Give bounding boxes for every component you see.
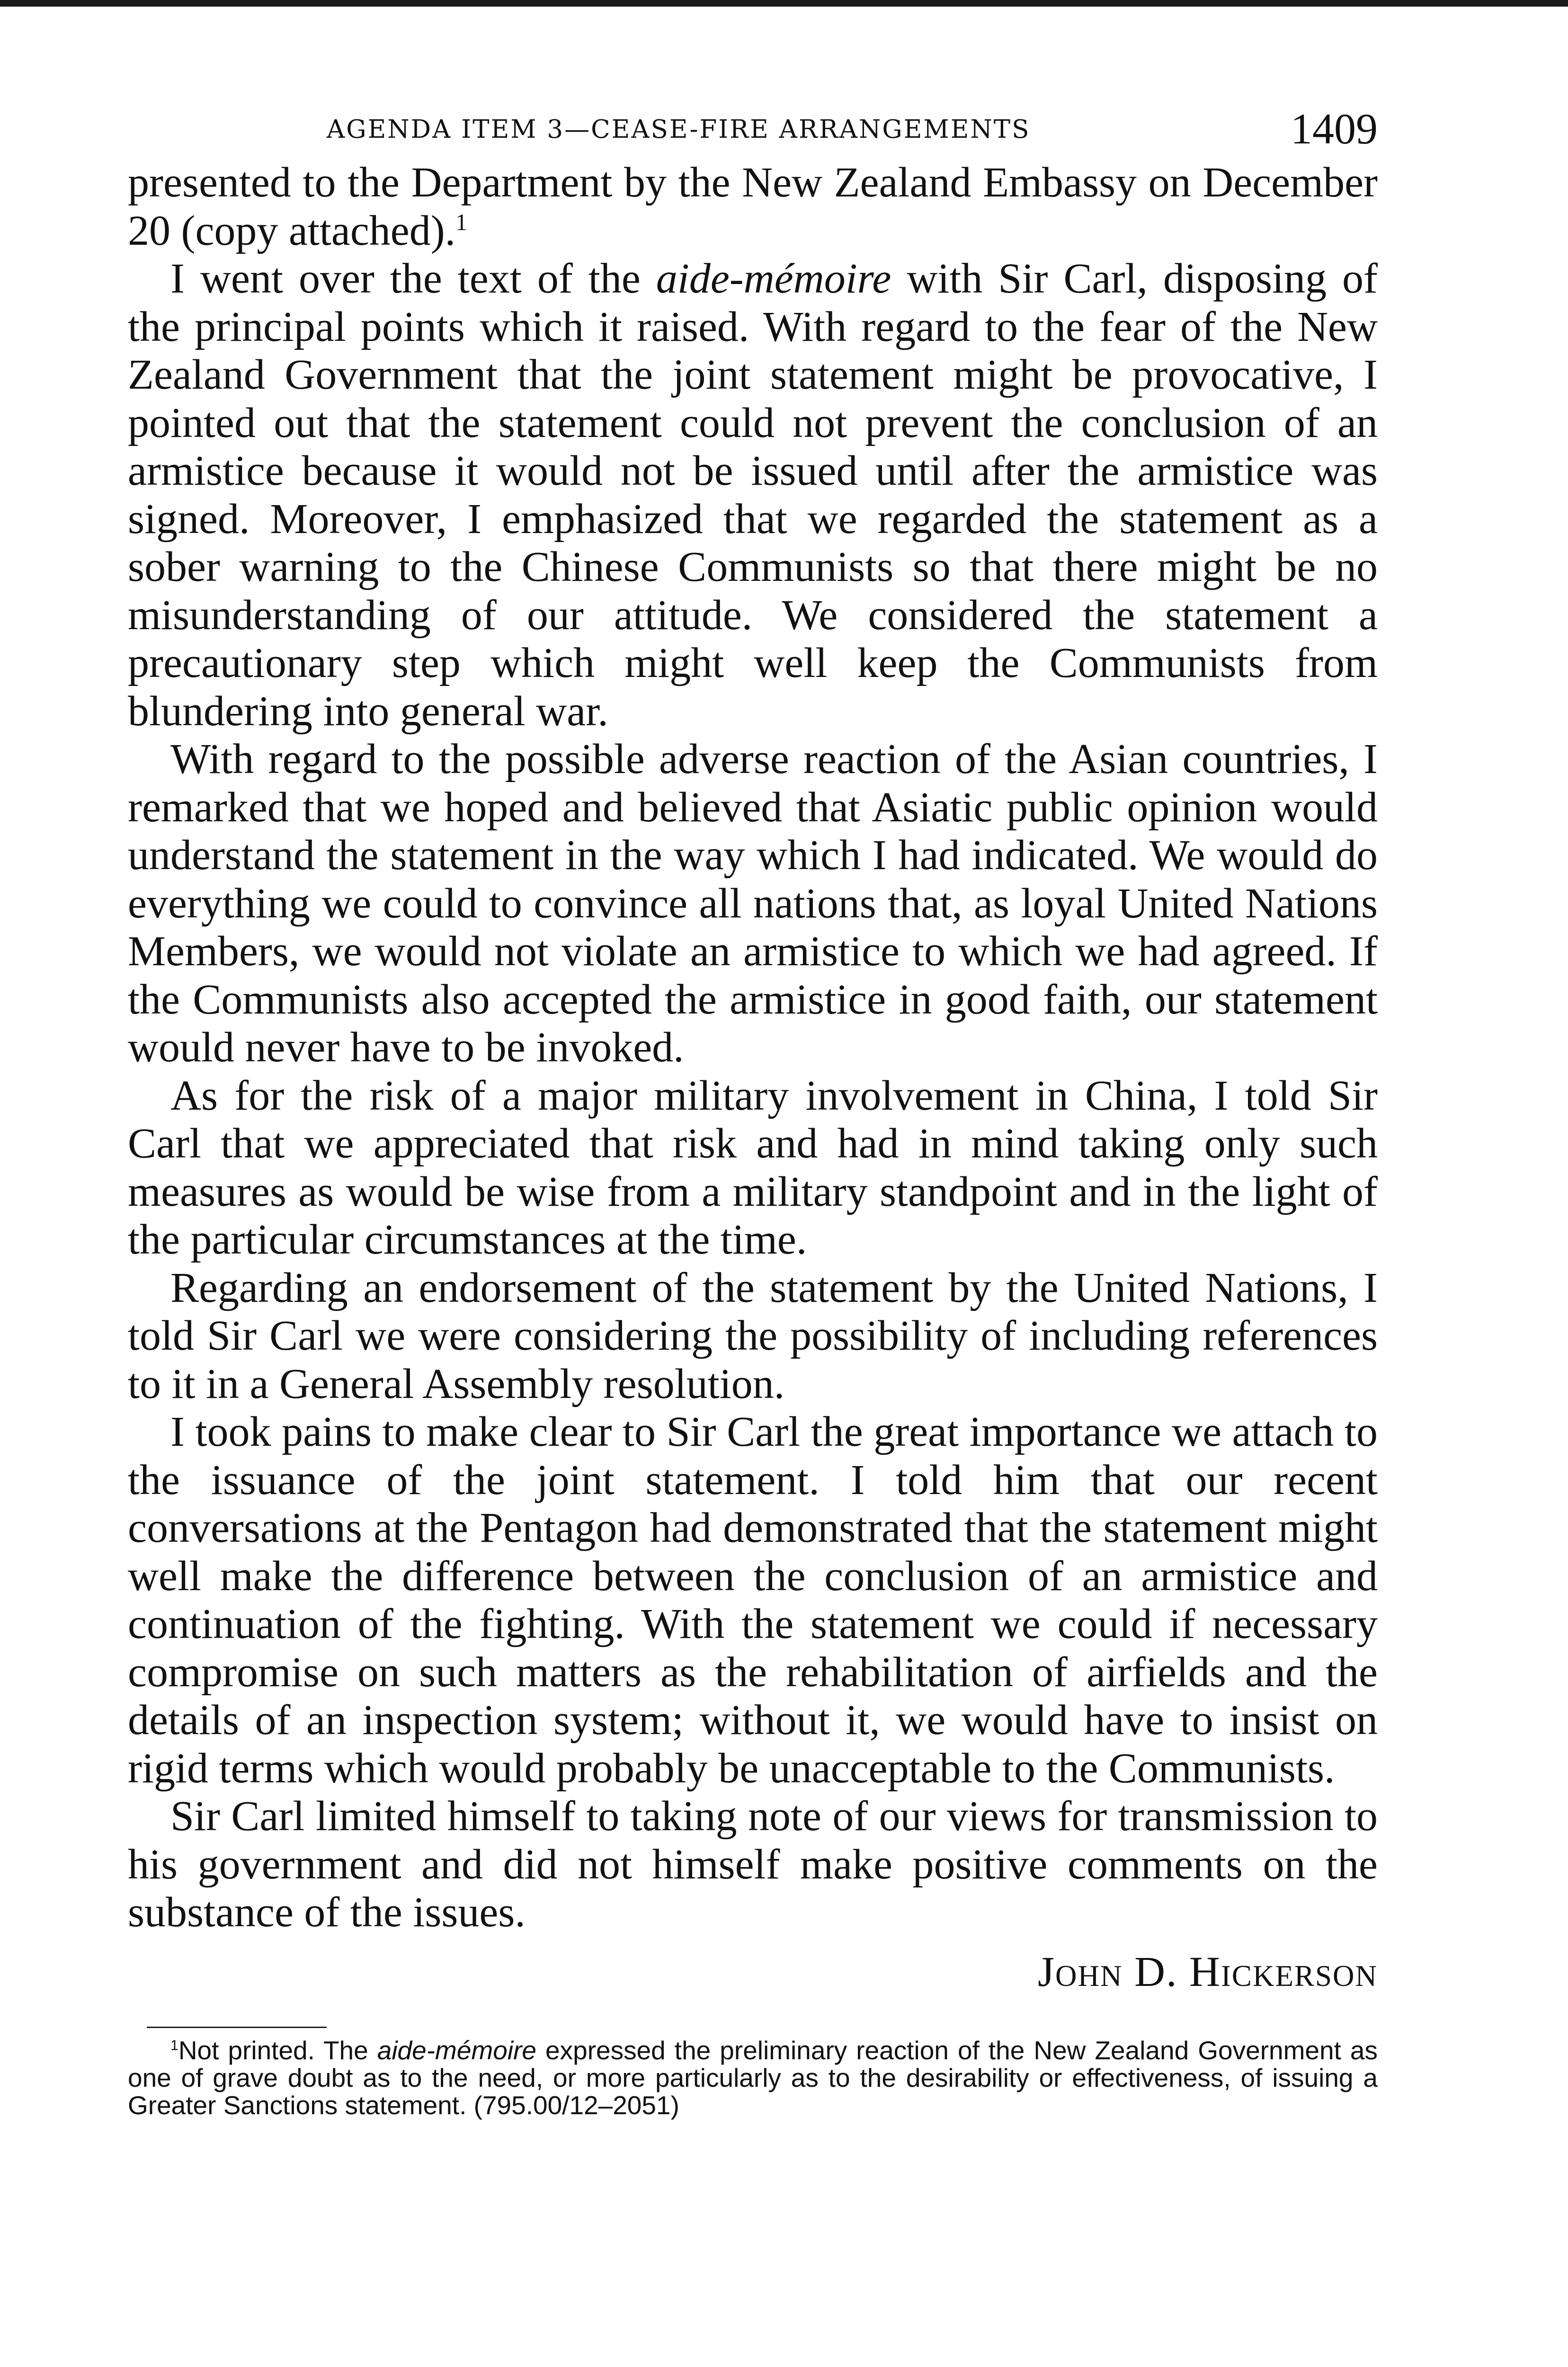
footnote-term: aide-mémoire: [377, 2035, 536, 2065]
paragraph-2-text-start: I went over the text of the: [170, 255, 656, 302]
paragraph-1: [128, 159, 1378, 255]
paragraph-6: I took pains to make clear to Sir Carl the great importance we attach to the issuance of the joint statement. I told him that our recent conversations at the Pentagon had demonstrated that the statement might well make the difference between the conclusion of an armistice and continuation of the fighting. With the statement we could if necessary compromise on such matters as the rehabilitation of airfields and the details of an inspection system; without it, we would have to insist on rigid terms which would probably be unacceptable to the Communists.: [128, 1408, 1378, 1792]
footnote-marker: 1: [170, 2038, 178, 2054]
running-head: [128, 97, 1378, 159]
footnote-text-end: expressed the preliminary reaction of the New Zealand Government as one of grave doubt as to the need, or more particularly as to the desirability or effectiveness, of issuing a Greater Sanctions statement. (795.00/12–2051): [128, 2035, 1378, 2120]
paragraph-5: Regarding an endorsement of the statement by the United Nations, I told Sir Carl we were considering the possibility of including references to it in a General Assembly resolution.: [128, 1264, 1378, 1407]
footnote-divider: [147, 2027, 327, 2028]
paragraph-1-text: presented to the Department by the New Zealand Embassy on December 20 (copy attached).: [128, 159, 1378, 254]
footnote-text-start: Not printed. The: [178, 2035, 377, 2065]
signature: [128, 1948, 1378, 1998]
paragraph-3: With regard to the possible adverse reaction of the Asian countries, I remarked that we hoped and believed that Asiatic public opinion would understand the statement in the way which I had indicated. We would do everything we could to convince all nations that, as loyal United Nations Members, we would not violate an armistice to which we had agreed. If the Communists also accepted the armistice in good faith, our statement would never have to be invoked.: [128, 736, 1378, 1071]
document-page: [128, 97, 1378, 2119]
signature-name: John D. Hickerson: [1037, 1948, 1378, 1995]
body-text: [128, 159, 1378, 1937]
aide-memoire-term: aide-mémoire: [656, 255, 891, 302]
running-title: AGENDA ITEM 3—CEASE-FIRE ARRANGEMENTS: [327, 115, 1031, 144]
paragraph-2-text-end: with Sir Carl, disposing of the principal points which it raised. With regard to the fear of the New Zealand Government that the joint statement might be provocative, I pointed out that the statement could not prevent the conclusion of an armistice because it would not be issued until after the armistice was signed. Moreover, I emphasized that we regarded the statement as a sober warning to the Chinese Communists so that there might be no misunderstanding of our attitude. We considered the statement a precautionary step which might well keep the Communists from blundering into general war.: [128, 255, 1378, 735]
footnote-reference: 1: [455, 209, 467, 235]
footnote-body: [128, 2037, 1378, 2119]
footnote: [128, 2037, 1378, 2119]
paragraph-2: [128, 255, 1378, 735]
top-border-rule: [0, 0, 1568, 7]
paragraph-7: Sir Carl limited himself to taking note of our views for transmission to his government and did not himself make positive comments on the substance of the issues.: [128, 1793, 1378, 1936]
paragraph-4: As for the risk of a major military involvement in China, I told Sir Carl that we appreciated that risk and had in mind taking only such measures as would be wise from a military standpoint and in the light of the particular circumstances at the time.: [128, 1072, 1378, 1263]
page-number: 1409: [1291, 105, 1378, 153]
